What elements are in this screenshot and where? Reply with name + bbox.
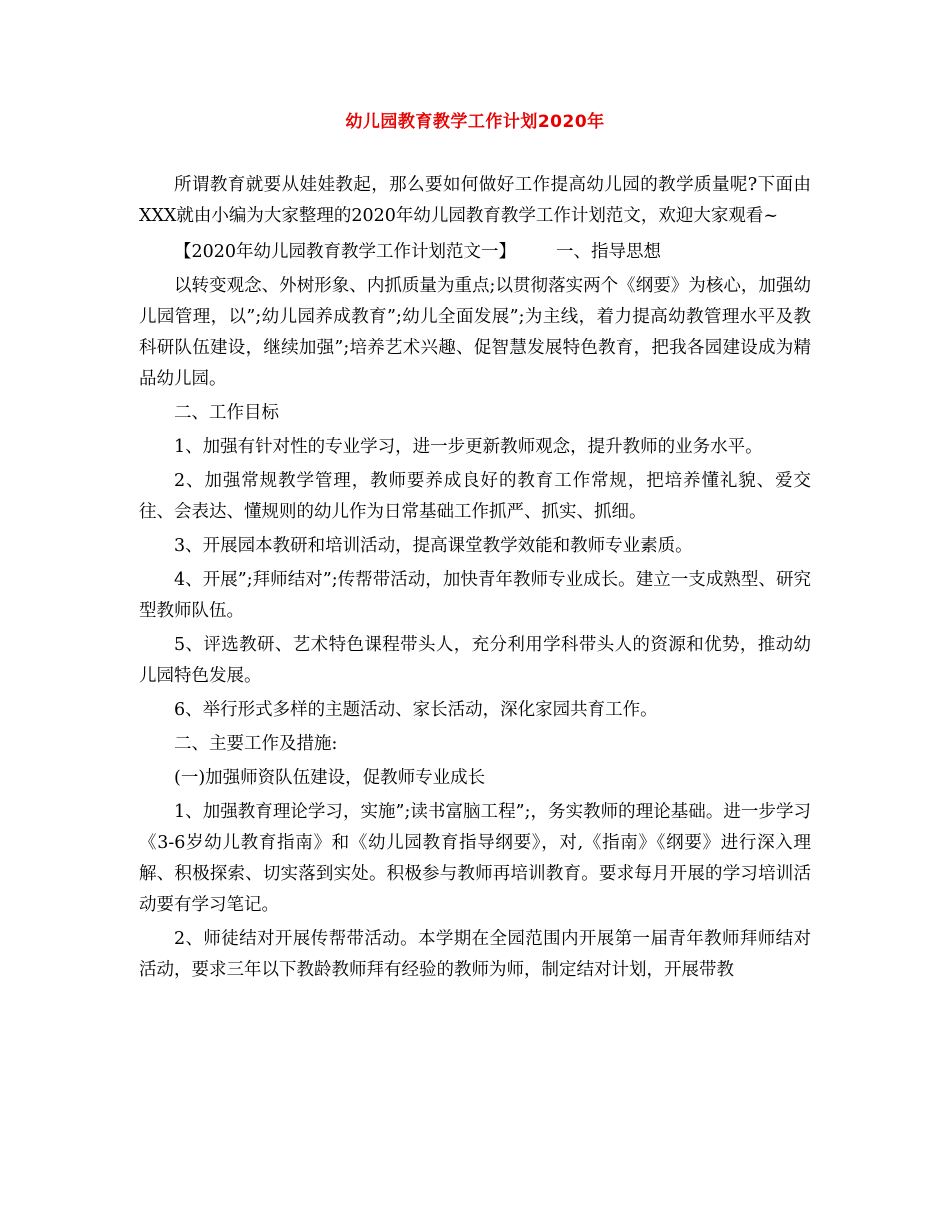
- section-heading-line: [139, 237, 811, 268]
- body-paragraph: 2、师徒结对开展传帮带活动。本学期在全园范围内开展第一届青年教师拜师结对活动，要求三年以下教龄教师拜有经验的教师为师，制定结对计划，开展带教: [139, 929, 811, 980]
- body-paragraph: 1、加强有针对性的专业学习，进一步更新教师观念，提升教师的业务水平。: [174, 437, 763, 457]
- body-paragraph: 以转变观念、外树形象、内抓质量为重点;以贯彻落实两个《纲要》为核心，加强幼儿园管理，以”;幼儿园养成教育”;幼儿全面发展”;为主线，着力提高幼教管理水平及教科研队伍建设，继续加强”;培养艺术兴趣、促智慧发展特色教育，把我各园建设成为精品幼儿园。: [139, 276, 811, 389]
- document-title: 幼儿园教育教学工作计划2020年: [345, 112, 605, 132]
- body-paragraph: 6、举行形式多样的主题活动、家长活动，深化家园共育工作。: [174, 700, 658, 720]
- body-paragraph: 二、主要工作及措施:: [174, 734, 338, 754]
- body-paragraph: 2、加强常规教学管理，教师要养成良好的教育工作常规，把培养懂礼貌、爱交往、会表达、懂规则的幼儿作为日常基础工作抓严、抓实、抓细。: [139, 471, 811, 522]
- section-label: 【2020年幼儿园教育教学工作计划范文一】: [174, 242, 517, 262]
- body-paragraph: 1、加强教育理论学习，实施”;读书富脑工程”;，务实教师的理论基础。进一步学习《3-6岁幼儿教育指南》和《幼儿园教育指导纲要》，对,《指南》《纲要》进行深入理解、积极探索、切实落到实处。积极参与教师再培训教育。要求每月开展的学习培训活动要有学习笔记。: [139, 802, 811, 915]
- body-paragraph: 3、开展园本教研和培训活动，提高课堂教学效能和教师专业素质。: [174, 536, 693, 556]
- document-page: [139, 110, 811, 989]
- body-paragraph: 二、工作目标: [174, 403, 279, 423]
- section-heading: 一、指导思想: [556, 242, 662, 262]
- intro-paragraph: 所谓教育就要从娃娃教起，那么要如何做好工作提高幼儿园的教学质量呢?下面由XXX就由小编为大家整理的2020年幼儿园教育教学工作计划范文，欢迎大家观看~: [139, 175, 811, 226]
- body-paragraph: (一)加强师资队伍建设，促教师专业成长: [174, 768, 486, 788]
- body-paragraph: 5、评选教研、艺术特色课程带头人，充分利用学科带头人的资源和优势，推动幼儿园特色发展。: [139, 635, 811, 686]
- body-paragraph: 4、开展”;拜师结对”;传帮带活动，加快青年教师专业成长。建立一支成熟型、研究型教师队伍。: [139, 570, 811, 621]
